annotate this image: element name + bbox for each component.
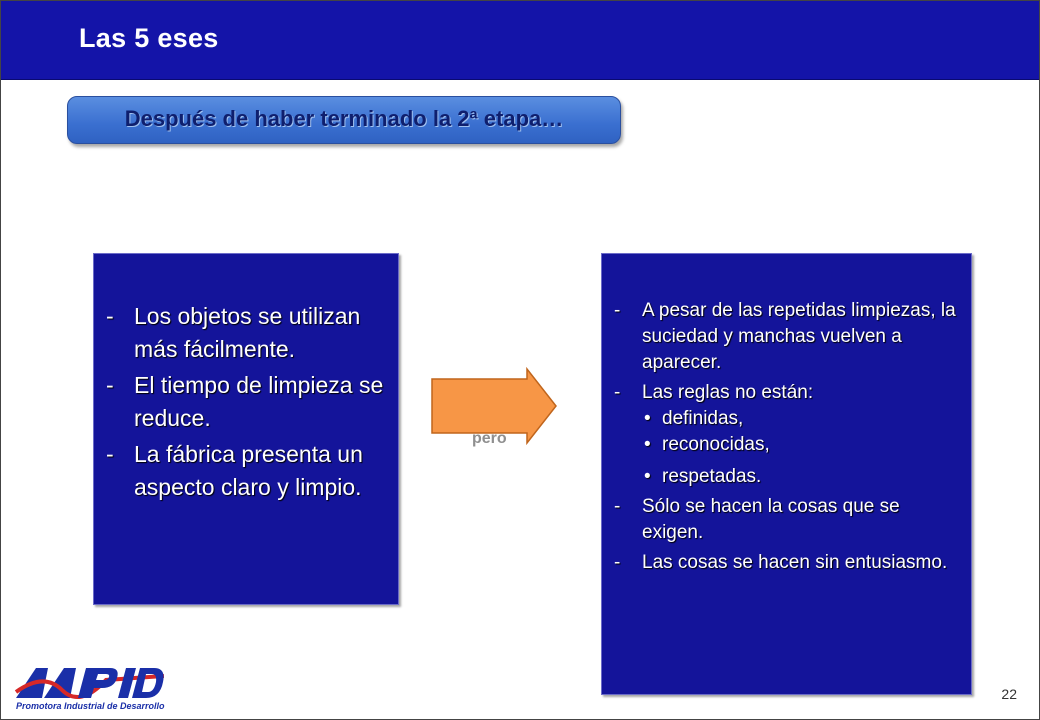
dash-marker: - xyxy=(614,496,621,517)
sublist-item-text: respetadas. xyxy=(662,466,762,487)
list-item-text: Los objetos se utilizan más fácilmente. xyxy=(134,303,361,362)
sublist-item-text: definidas, xyxy=(662,408,744,429)
bullet-marker: • xyxy=(644,466,651,487)
slide-title: Las 5 eses xyxy=(79,23,219,53)
benefits-box xyxy=(93,253,399,605)
list-item xyxy=(106,369,391,435)
bullet-marker: • xyxy=(644,434,651,455)
bullet-marker: • xyxy=(644,408,651,429)
list-item xyxy=(614,380,964,490)
list-item xyxy=(614,550,964,576)
list-item xyxy=(614,298,964,376)
list-item xyxy=(614,494,964,546)
list-item-text: La fábrica presenta un aspecto claro y limpio. xyxy=(134,441,363,500)
dash-marker: - xyxy=(614,552,621,573)
header-bar xyxy=(1,1,1039,80)
dash-marker: - xyxy=(106,303,114,329)
problems-list xyxy=(614,298,964,580)
rules-sublist xyxy=(642,406,964,490)
list-item-text: El tiempo de limpieza se reduce. xyxy=(134,372,384,431)
sublist-item-text: reconocidas, xyxy=(662,434,770,455)
list-item-text: Las reglas no están: xyxy=(642,382,814,403)
benefits-list xyxy=(106,300,391,507)
list-item-text: Las cosas se hacen sin entusiasmo. xyxy=(642,552,948,573)
sublist-item xyxy=(642,432,964,458)
connector-label: pero xyxy=(472,430,507,447)
list-item xyxy=(106,438,391,504)
dash-marker: - xyxy=(106,441,114,467)
sublist-item xyxy=(642,406,964,432)
list-item-text: Sólo se hacen la cosas que se exigen. xyxy=(642,496,900,543)
subtitle-banner xyxy=(67,96,621,144)
dash-marker: - xyxy=(106,372,114,398)
dash-marker: - xyxy=(614,300,621,321)
page-number: 22 xyxy=(1001,686,1017,702)
list-item xyxy=(106,300,391,366)
dash-marker: - xyxy=(614,382,621,403)
problems-box xyxy=(601,253,972,695)
list-item-text: A pesar de las repetidas limpiezas, la suciedad y manchas vuelven a aparecer. xyxy=(642,300,956,373)
sublist-item xyxy=(642,464,964,490)
logo-caption: Promotora Industrial de Desarrollo xyxy=(16,701,165,711)
subtitle-text: Después de haber terminado la 2ª etapa… xyxy=(124,106,564,131)
